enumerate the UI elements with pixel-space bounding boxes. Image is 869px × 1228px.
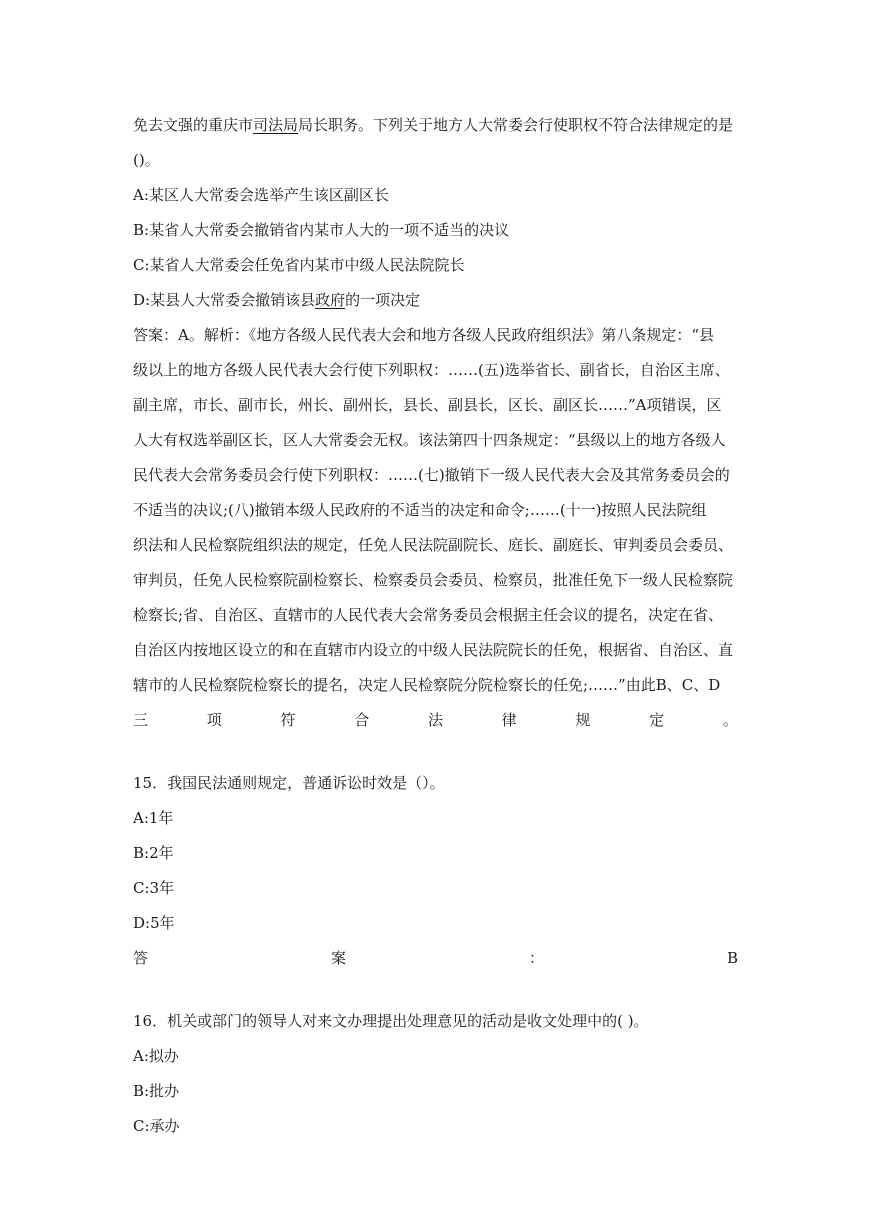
q16-option-b: B:批办 [133,1082,180,1100]
document-page [133,108,738,1144]
analysis-line: 民代表大会常务委员会行使下列职权：……(七)撤销下一级人民代表大会及其常务委员会的 [133,466,730,484]
q14-stem-link-justice-bureau[interactable]: 司法局 [253,116,299,134]
q15-answer-char: B [726,949,738,967]
analysis-line: 级以上的地方各级人民代表大会行使下列职权：……(五)选举省长、副省长，自治区主席、 [133,361,730,379]
q15-option-d: D:5年 [133,914,175,932]
analysis-char: 三 [133,711,149,729]
q14-option-d-text-1: D:某县人大常委会撤销该县 [133,291,316,309]
q15-answer-char: 案 [330,949,346,967]
analysis-line: 人大有权选举副区长，区人大常委会无权。该法第四十四条规定：“县级以上的地方各级人 [133,431,726,449]
q14-option-d-link-government[interactable]: 政府 [315,291,346,309]
q15-stem: 15．我国民法通则规定，普通诉讼时效是（）。 [133,774,445,792]
q14-option-b: B:某省人大常委会撤销省内某市人大的一项不适当的决议 [133,221,510,239]
analysis-char: 合 [354,711,370,729]
q14-stem-line1 [133,108,738,143]
analysis-line: 不适当的决议;(八)撤销本级人民政府的不适当的决定和命令;……(十一)按照人民法院组 [133,501,707,519]
analysis-char: 规 [575,711,591,729]
analysis-last-line [133,703,738,738]
q15-option-b: B:2年 [133,844,174,862]
analysis-line: 织法和人民检察院组织法的规定，任免人民法院副院长、庭长、副庭长、审判委员会委员、 [133,536,734,554]
q14-stem-text-2: 局长职务。下列关于地方人大常委会行使职权不符合法律规定的是 [298,116,734,134]
analysis-char: 符 [280,711,296,729]
q14-option-c: C:某省人大常委会任免省内某市中级人民法院院长 [133,256,465,274]
analysis-char: 定 [649,711,665,729]
analysis-line: 副主席，市长、副市长，州长、副州长，县长、副县长，区长、副区长……”A项错误，区 [133,396,722,414]
q16-stem: 16．机关或部门的领导人对来文办理提出处理意见的活动是收文处理中的( )。 [133,1012,649,1030]
q16-option-c: C:承办 [133,1117,180,1135]
q14-stem-line2: ()。 [133,151,160,169]
analysis-line: 答案：A。解析：《地方各级人民代表大会和地方各级人民政府组织法》第八条规定：“县 [133,326,715,344]
analysis-line: 检察长;省、自治区、直辖市的人民代表大会常务委员会根据主任会议的提名，决定在省、 [133,606,724,624]
q15-option-c: C:3年 [133,879,175,897]
q15-option-a: A:1年 [133,809,174,827]
analysis-line: 辖市的人民检察院检察长的提名，决定人民检察院分院检察长的任免;……”由此B、C、D [133,676,721,694]
q14-option-d-text-2: 的一项决定 [345,291,421,309]
q14-analysis [133,318,738,738]
q14-option-d [133,283,738,318]
spacer [133,738,738,766]
q14-stem-text-1: 免去文强的重庆市 [133,116,254,134]
q15-answer-char: 答 [133,949,149,967]
analysis-line: 审判员，任免人民检察院副检察长、检察委员会委员、检察员，批准任免下一级人民检察院 [133,571,734,589]
analysis-char: 律 [501,711,517,729]
analysis-char: 。 [722,711,738,729]
analysis-char: 项 [206,711,222,729]
analysis-line: 自治区内按地区设立的和在直辖市内设立的中级人民法院院长的任免，根据省、自治区、直 [133,641,734,659]
q15-answer-char: ： [528,949,544,967]
q16-option-a: A:拟办 [133,1047,179,1065]
q14-option-a: A:某区人大常委会选举产生该区副区长 [133,186,389,204]
analysis-char: 法 [427,711,443,729]
spacer [133,976,738,1004]
q15-answer [133,941,738,976]
